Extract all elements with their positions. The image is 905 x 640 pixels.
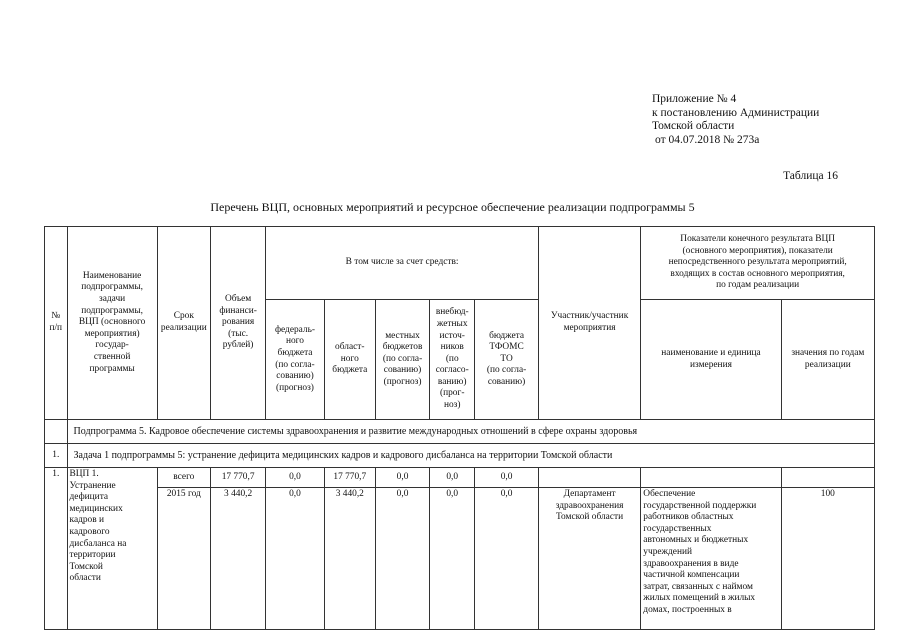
year-local: 0,0 — [375, 488, 429, 630]
task-row: Задача 1 подпрограммы 5: устранение дефицита медицинских кадров и кадрового дисбаланса на территории Томской области — [67, 444, 874, 468]
year-participant: Департамент здравоохранения Томской области — [538, 488, 640, 630]
year-tfoms: 0,0 — [475, 488, 539, 630]
table-label: Таблица 16 — [783, 170, 838, 182]
header-federal: федераль- ного бюджета (по согла- сованию) (прогноз) — [266, 300, 324, 420]
total-participant — [538, 468, 640, 488]
appendix-line: Приложение № 4 — [652, 93, 737, 105]
vcp-name: ВЦП 1. Устранение дефицита медицинских кадров и кадрового дисбаланса на территории Томской области — [67, 468, 157, 630]
appendix-line: к постановлению Администрации — [652, 106, 820, 119]
header-including: В том числе за счет средств: — [266, 227, 539, 300]
header-term: Срок реализации — [157, 227, 210, 420]
total-value — [781, 468, 874, 488]
year-federal: 0,0 — [266, 488, 324, 630]
header-local: местных бюджетов (по согла- сованию) (прогноз) — [375, 300, 429, 420]
year-indicator: Обеспечение государственной поддержки работников областных государственных автономных и бюджетных учреждений здравоохранения в виде частичной компенсации затрат, связанных с наймом жилых помещений в жилых домах, построенных в — [641, 488, 781, 630]
total-term: всего — [157, 468, 210, 488]
total-extrabudget: 0,0 — [430, 468, 475, 488]
total-indicator — [641, 468, 781, 488]
total-federal: 0,0 — [266, 468, 324, 488]
header-extrabudget: внебюд- жетных источ- ников (по согласо- ванию) (прог- ноз) — [430, 300, 475, 420]
header-num: № п/п — [45, 227, 68, 420]
task-num: 1. — [45, 444, 68, 468]
total-volume: 17 770,7 — [210, 468, 265, 488]
resource-table — [44, 226, 875, 630]
total-regional: 17 770,7 — [324, 468, 375, 488]
appendix-block — [652, 93, 819, 147]
subprogram-row: Подпрограмма 5. Кадровое обеспечение системы здравоохранения и развитие международных отношений в сфере охраны здоровья — [67, 420, 874, 444]
header-volume: Объем финанси- рования (тыс. рублей) — [210, 227, 265, 420]
vcp-num: 1. — [45, 468, 68, 630]
header-indicator-name: наименование и единица измерения — [641, 300, 781, 420]
year-term: 2015 год — [157, 488, 210, 630]
header-indicators: Показатели конечного результата ВЦП (основного мероприятия), показатели непосредственного результата мероприятий, входящих в состав основного мероприятия, по годам реализации — [641, 227, 875, 300]
total-local: 0,0 — [375, 468, 429, 488]
header-indicator-values: значения по годам реализации — [781, 300, 874, 420]
subprogram-num-cell — [45, 420, 68, 444]
year-volume: 3 440,2 — [210, 488, 265, 630]
appendix-line: Томской области — [652, 120, 735, 132]
year-value: 100 — [781, 488, 874, 630]
year-extrabudget: 0,0 — [430, 488, 475, 630]
header-name: Наименование подпрограммы, задачи подпрограммы, ВЦП (основного мероприятия) государ- ственной программы — [67, 227, 157, 420]
appendix-line: от 04.07.2018 № 273а — [655, 133, 760, 146]
year-regional: 3 440,2 — [324, 488, 375, 630]
header-participant: Участник/участник мероприятия — [538, 227, 640, 420]
total-tfoms: 0,0 — [475, 468, 539, 488]
header-regional: област- ного бюджета — [324, 300, 375, 420]
document-title: Перечень ВЦП, основных мероприятий и ресурсное обеспечение реализации подпрограммы 5 — [210, 200, 695, 214]
header-tfoms: бюджета ТФОМС ТО (по согла- сованию) — [475, 300, 539, 420]
